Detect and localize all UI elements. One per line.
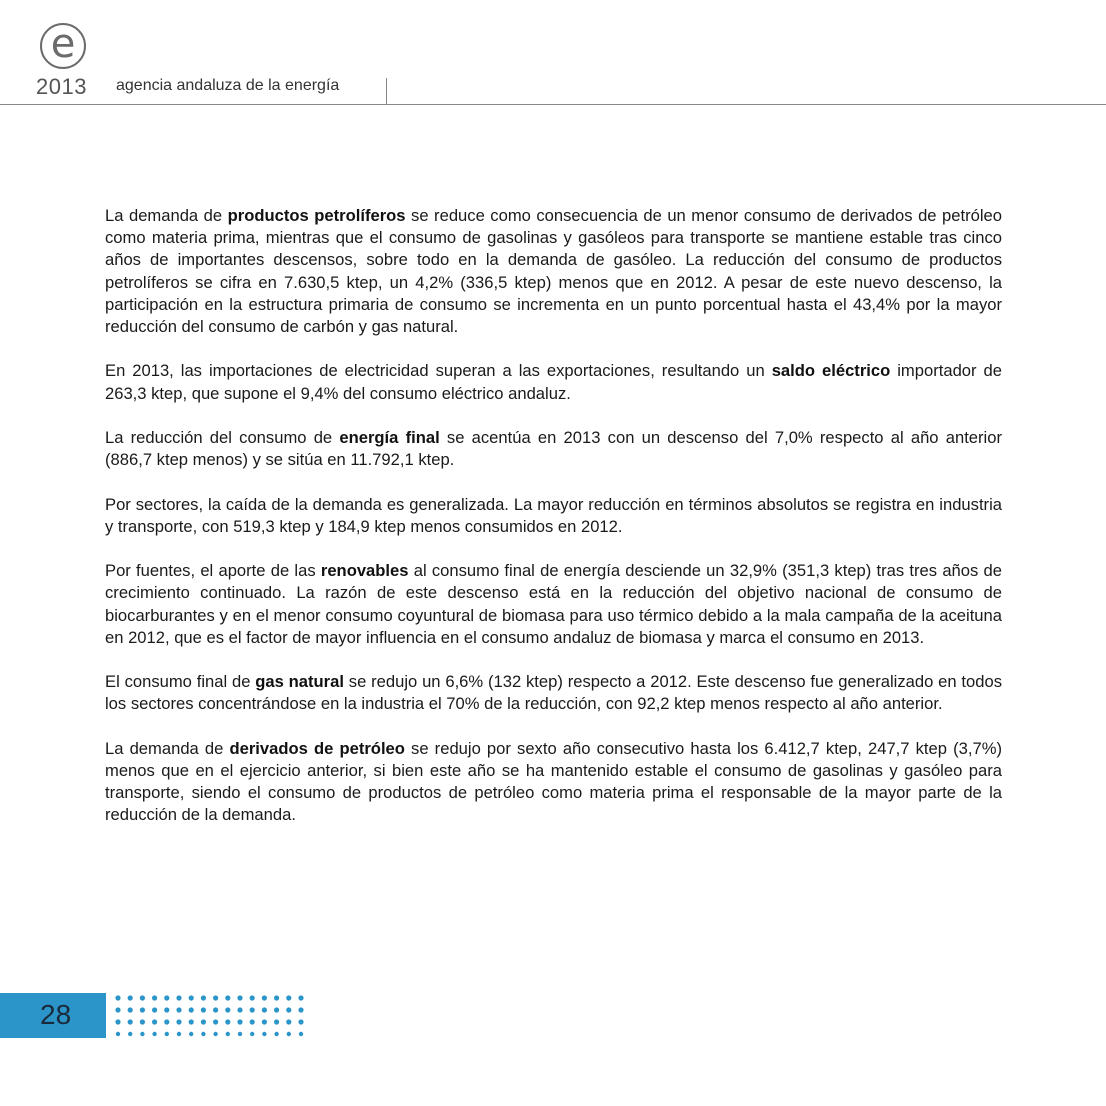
decorative-dot (189, 995, 194, 1000)
decorative-dot (286, 1007, 291, 1012)
decorative-dot (250, 1007, 255, 1012)
decorative-dot (237, 1007, 242, 1012)
decorative-dot (287, 1032, 291, 1036)
decorative-dot (262, 995, 267, 1000)
decorative-dot (274, 1032, 278, 1036)
paragraph-derivados-petroleo: La demanda de derivados de petróleo se redujo por sexto año consecutivo hasta los 6.412,7 ktep, 247,7 ktep (3,7%) menos que en el ejercicio anterior, si bien este año se ha mantenido estable el consumo de gasolinas y gasóleo para transporte, siendo el consumo de productos de petróleo como materia prima el responsable de la mayor parte de la reducción de la demanda. (105, 738, 1002, 825)
decorative-dot (286, 995, 291, 1000)
decorative-dot (299, 1032, 303, 1036)
header-vertical-divider (386, 78, 387, 104)
decorative-dot (274, 1007, 279, 1012)
decorative-dot (250, 1032, 254, 1036)
paragraph-sectores: Por sectores, la caída de la demanda es generalizada. La mayor reducción en términos absolutos se registra en industria y transporte, con 519,3 ktep y 184,9 ktep menos consumidos en 2012. (105, 494, 1002, 536)
decorative-dot (201, 995, 206, 1000)
decorative-dot (177, 1032, 181, 1036)
decorative-dot (140, 1032, 144, 1036)
decorative-dot (225, 1007, 230, 1012)
decorative-dot (213, 995, 218, 1000)
decorative-dot (201, 1032, 205, 1036)
decorative-dot (225, 995, 230, 1000)
body-text (105, 205, 1002, 849)
decorative-dot (237, 1019, 242, 1024)
decorative-dot (115, 1007, 120, 1012)
decorative-dot (213, 1007, 218, 1012)
decorative-dot (189, 1032, 193, 1036)
paragraph-renovables: Por fuentes, el aporte de las renovables al consumo final de energía desciende un 32,9% (351,3 ktep) tras tres años de crecimiento continuado. La razón de este descenso está en la reducción del objetivo nacional de consumo de biocarburantes y en el menor consumo coyuntural de biomasa para uso térmico debido a la mala campaña de la aceituna en 2012, que es el factor de mayor influencia en el consumo andaluz de biomasa y marca el consumo en 2013. (105, 561, 1002, 647)
decorative-dot (164, 1007, 169, 1012)
decorative-dot (262, 1019, 267, 1024)
paragraph-energia-final: La reducción del consumo de energía final se acentúa en 2013 con un descenso del 7,0% respecto al año anterior (886,7 ktep menos) y se sitúa en 11.792,1 ktep. (105, 428, 1003, 470)
decorative-dot (189, 1019, 194, 1024)
logo-e-icon: e (40, 23, 86, 69)
decorative-dot (164, 995, 169, 1000)
header-horizontal-divider (0, 104, 1106, 105)
paragraph-saldo-electrico: En 2013, las importaciones de electricidad superan a las exportaciones, resultando un saldo eléctrico importador de 263,3 ktep, que supone el 9,4% del consumo eléctrico andaluz. (105, 361, 1002, 403)
decorative-dot (165, 1032, 169, 1036)
decorative-dot (176, 1019, 181, 1024)
decorative-dot (250, 1019, 255, 1024)
decorative-dot (140, 1007, 145, 1012)
decorative-dot (189, 1007, 194, 1012)
decorative-dot (274, 995, 279, 1000)
decorative-dot (152, 1019, 157, 1024)
decorative-dot (152, 1007, 157, 1012)
decorative-dot (298, 995, 303, 1000)
decorative-dot (225, 1019, 230, 1024)
decorative-dot (140, 1019, 145, 1024)
decorative-dot (128, 1007, 133, 1012)
decorative-dot (237, 995, 242, 1000)
decorative-dot (116, 1032, 120, 1036)
decorative-dot (176, 995, 181, 1000)
logo-year: 2013 (36, 74, 87, 99)
decorative-dot (115, 1019, 120, 1024)
decorative-dot (226, 1032, 230, 1036)
decorative-dot (250, 995, 255, 1000)
decorative-dot (128, 1032, 132, 1036)
decorative-dot (274, 1019, 279, 1024)
decorative-dot (164, 1019, 169, 1024)
decorative-dot (238, 1032, 242, 1036)
decorative-dot (262, 1007, 267, 1012)
page-number-box (0, 993, 106, 1038)
decorative-dot (128, 995, 133, 1000)
decorative-dots-icon (114, 993, 314, 1038)
decorative-dot (128, 1019, 133, 1024)
agency-name: agencia andaluza de la energía (116, 77, 340, 94)
decorative-dot (201, 1007, 206, 1012)
decorative-dot (286, 1019, 291, 1024)
decorative-dot (262, 1032, 266, 1036)
paragraph-gas-natural: El consumo final de gas natural se redujo un 6,6% (132 ktep) respecto a 2012. Este descenso fue generalizado en todos los sectores concentrándose en la industria el 70% de la reducción, con 92,2 ktep menos respecto al año anterior. (105, 672, 1002, 714)
paragraph-productos-petroliferos: La demanda de productos petrolíferos se reduce como consecuencia de un menor consumo de derivados de petróleo como materia prima, mientras que el consumo de gasolinas y gasóleos para transporte se mantiene estable tras cinco años de importantes descensos, sobre todo en la demanda de gasóleo. La reducción del consumo de productos petrolíferos se cifra en 7.630,5 ktep, un 4,2% (336,5 ktep) menos que en 2012. A pesar de este nuevo descenso, la participación en la estructura primaria de consumo se incrementa en un punto porcentual hasta el 43,4% por la mayor reducción del consumo de carbón y gas natural. (105, 206, 1002, 337)
decorative-dot (115, 995, 120, 1000)
decorative-dot (213, 1019, 218, 1024)
decorative-dot (213, 1032, 217, 1036)
decorative-dot (298, 1019, 303, 1024)
decorative-dot (298, 1007, 303, 1012)
decorative-dot (201, 1019, 206, 1024)
decorative-dot (152, 1032, 156, 1036)
decorative-dot (140, 995, 145, 1000)
decorative-dot (176, 1007, 181, 1012)
decorative-dot (152, 995, 157, 1000)
page-number: 28 (40, 999, 72, 1030)
